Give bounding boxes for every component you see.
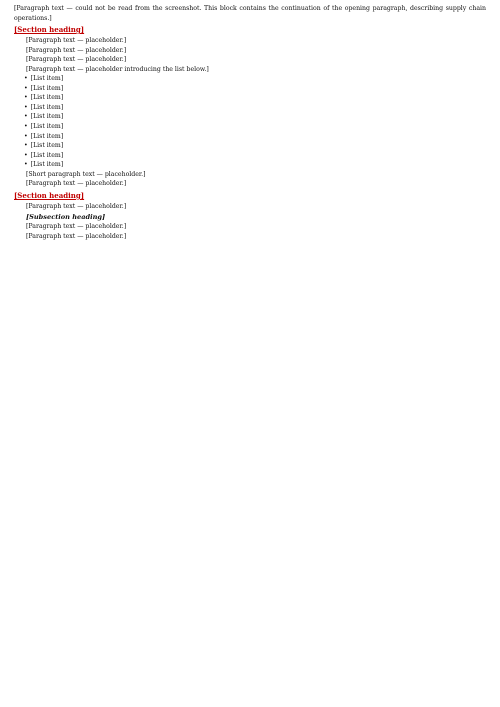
paragraph: [Paragraph text — placeholder.] <box>26 180 127 188</box>
paragraph: [Paragraph text — placeholder.] <box>26 56 127 63</box>
paragraph: [Paragraph text — placeholder.] <box>26 46 127 54</box>
paragraph: [Paragraph text — placeholder.] <box>26 223 127 231</box>
list-item: • [List item] <box>24 112 486 122</box>
list-item: • [List item] <box>24 132 486 142</box>
list-item: • [List item] <box>24 84 486 94</box>
list-item: • [List item] <box>24 160 486 170</box>
paragraph: [Paragraph text — placeholder.] <box>26 37 127 44</box>
paragraph: [Short paragraph text — placeholder.] <box>26 170 146 178</box>
document-page <box>14 4 486 704</box>
list-item: • [List item] <box>24 103 486 113</box>
list-item: • [List item] <box>24 141 486 151</box>
paragraph: [Paragraph text — placeholder.] <box>26 202 127 210</box>
subsection-heading: [Subsection heading] <box>26 213 106 222</box>
bullet-list <box>14 74 486 170</box>
paragraph: [Paragraph text — placeholder introducing the list below.] <box>26 65 209 73</box>
intro-paragraph: [Paragraph text — could not be read from the screenshot. This block contains the continuation of the opening paragraph, describing supply chain operations.] <box>14 5 486 22</box>
section-heading: [Section heading] <box>14 190 85 200</box>
list-item: • [List item] <box>24 93 486 103</box>
list-item: • [List item] <box>24 74 486 84</box>
section-heading: [Section heading] <box>14 25 85 34</box>
list-item: • [List item] <box>24 151 486 161</box>
paragraph: [Paragraph text — placeholder.] <box>26 232 127 240</box>
list-item: • [List item] <box>24 122 486 132</box>
